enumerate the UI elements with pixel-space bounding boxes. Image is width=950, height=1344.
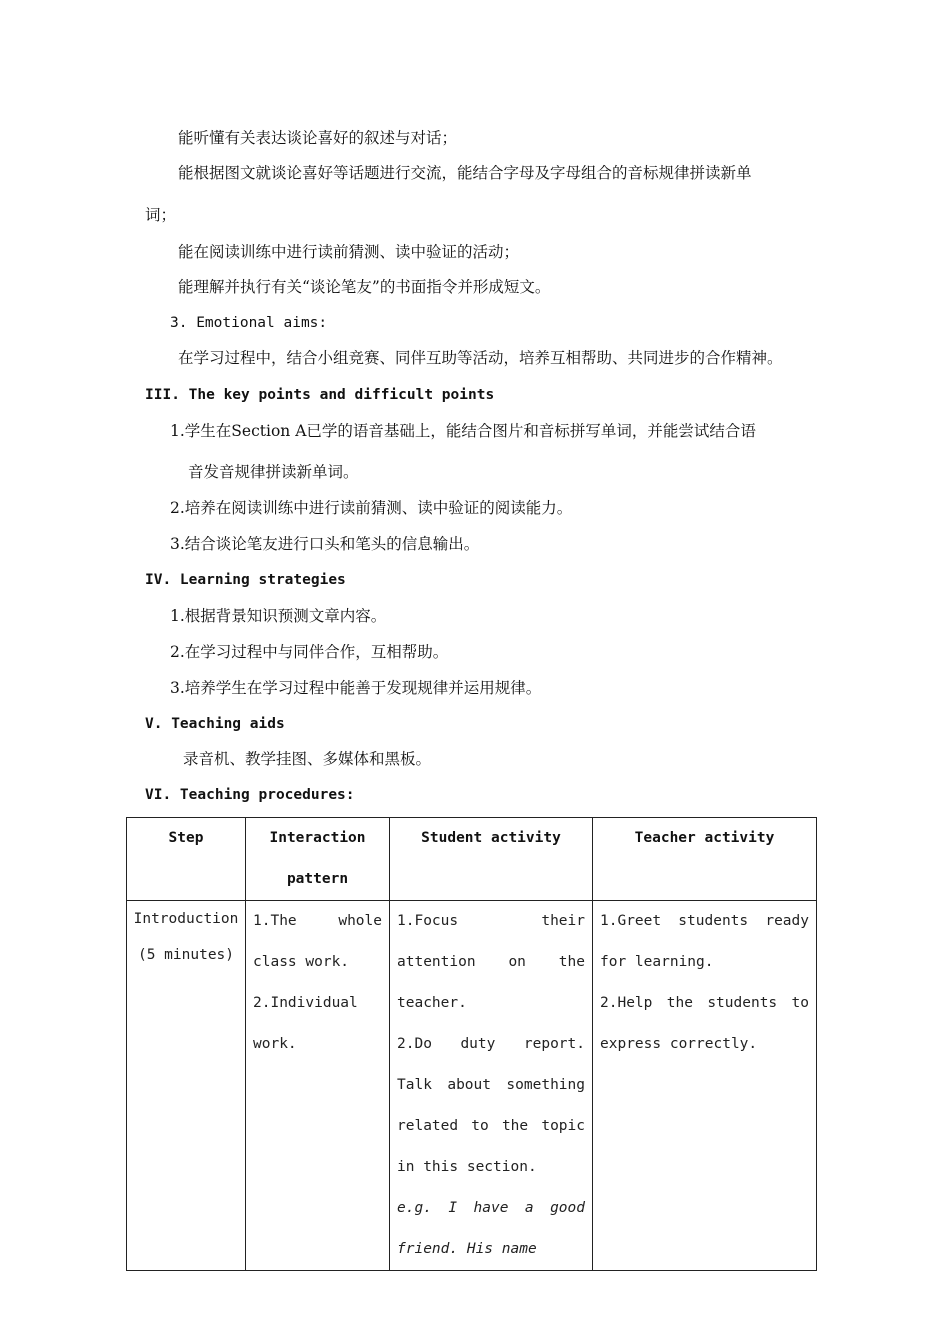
section-3-item-3: 3.结合谈论笔友进行口头和笔头的信息输出。 bbox=[170, 535, 480, 553]
objective-line-2: 能根据图文就谈论喜好等话题进行交流，能结合字母及字母组合的音标规律拼读新单 bbox=[178, 164, 752, 182]
objective-line-1: 能听懂有关表达谈论喜好的叙述与对话； bbox=[178, 129, 458, 147]
header-teacher-activity: Teacher activity bbox=[593, 818, 817, 901]
objective-line-2-cont: 词； bbox=[145, 206, 177, 224]
section-5-text: 录音机、教学挂图、多媒体和黑板。 bbox=[183, 750, 432, 768]
table-header-row bbox=[127, 818, 817, 901]
section-3-item-1-cont: 音发音规律拼读新单词。 bbox=[188, 463, 359, 481]
objective-line-4: 能理解并执行有关“谈论笔友”的书面指令并形成短文。 bbox=[178, 278, 551, 296]
section-4-item-3: 3.培养学生在学习过程中能善于发现规律并运用规律。 bbox=[170, 679, 542, 697]
emotional-aims-heading: 3. Emotional aims: bbox=[170, 315, 328, 331]
section-3-heading: III. The key points and difficult points bbox=[145, 387, 495, 403]
section-3-item-1: 1.学生在Section A已学的语音基础上，能结合图片和音标拼写单词，并能尝试结合语 bbox=[170, 422, 756, 440]
header-step: Step bbox=[127, 818, 246, 901]
section-4-item-2: 2.在学习过程中与同伴合作，互相帮助。 bbox=[170, 643, 449, 661]
section-5-heading: V. Teaching aids bbox=[145, 716, 285, 732]
section-6-heading: VI. Teaching procedures: bbox=[145, 787, 355, 803]
cell-teacher-activity: 1.Greet students ready for learning. 2.Help the students to express correctly. bbox=[593, 901, 817, 1271]
objective-line-3: 能在阅读训练中进行读前猜测、读中验证的活动； bbox=[178, 243, 520, 261]
emotional-aims-text: 在学习过程中，结合小组竞赛、同伴互助等活动，培养互相帮助、共同进步的合作精神。 bbox=[178, 349, 783, 367]
cell-interaction: 1.The whole class work. 2.Individual work. bbox=[246, 901, 390, 1271]
section-4-heading: IV. Learning strategies bbox=[145, 572, 346, 588]
header-student-activity: Student activity bbox=[390, 818, 593, 901]
cell-student-activity: 1.Focus their attention on the teacher. 2.Do duty report. Talk about something related to the topic in this section. e.g. I have a good friend. His name bbox=[390, 901, 593, 1271]
cell-step: Introduction (5 minutes) bbox=[127, 901, 246, 1271]
table-row bbox=[127, 901, 817, 1271]
section-3-item-2: 2.培养在阅读训练中进行读前猜测、读中验证的阅读能力。 bbox=[170, 499, 573, 517]
section-4-item-1: 1.根据背景知识预测文章内容。 bbox=[170, 607, 387, 625]
header-interaction: Interaction pattern bbox=[246, 818, 390, 901]
procedures-table bbox=[126, 817, 817, 1271]
